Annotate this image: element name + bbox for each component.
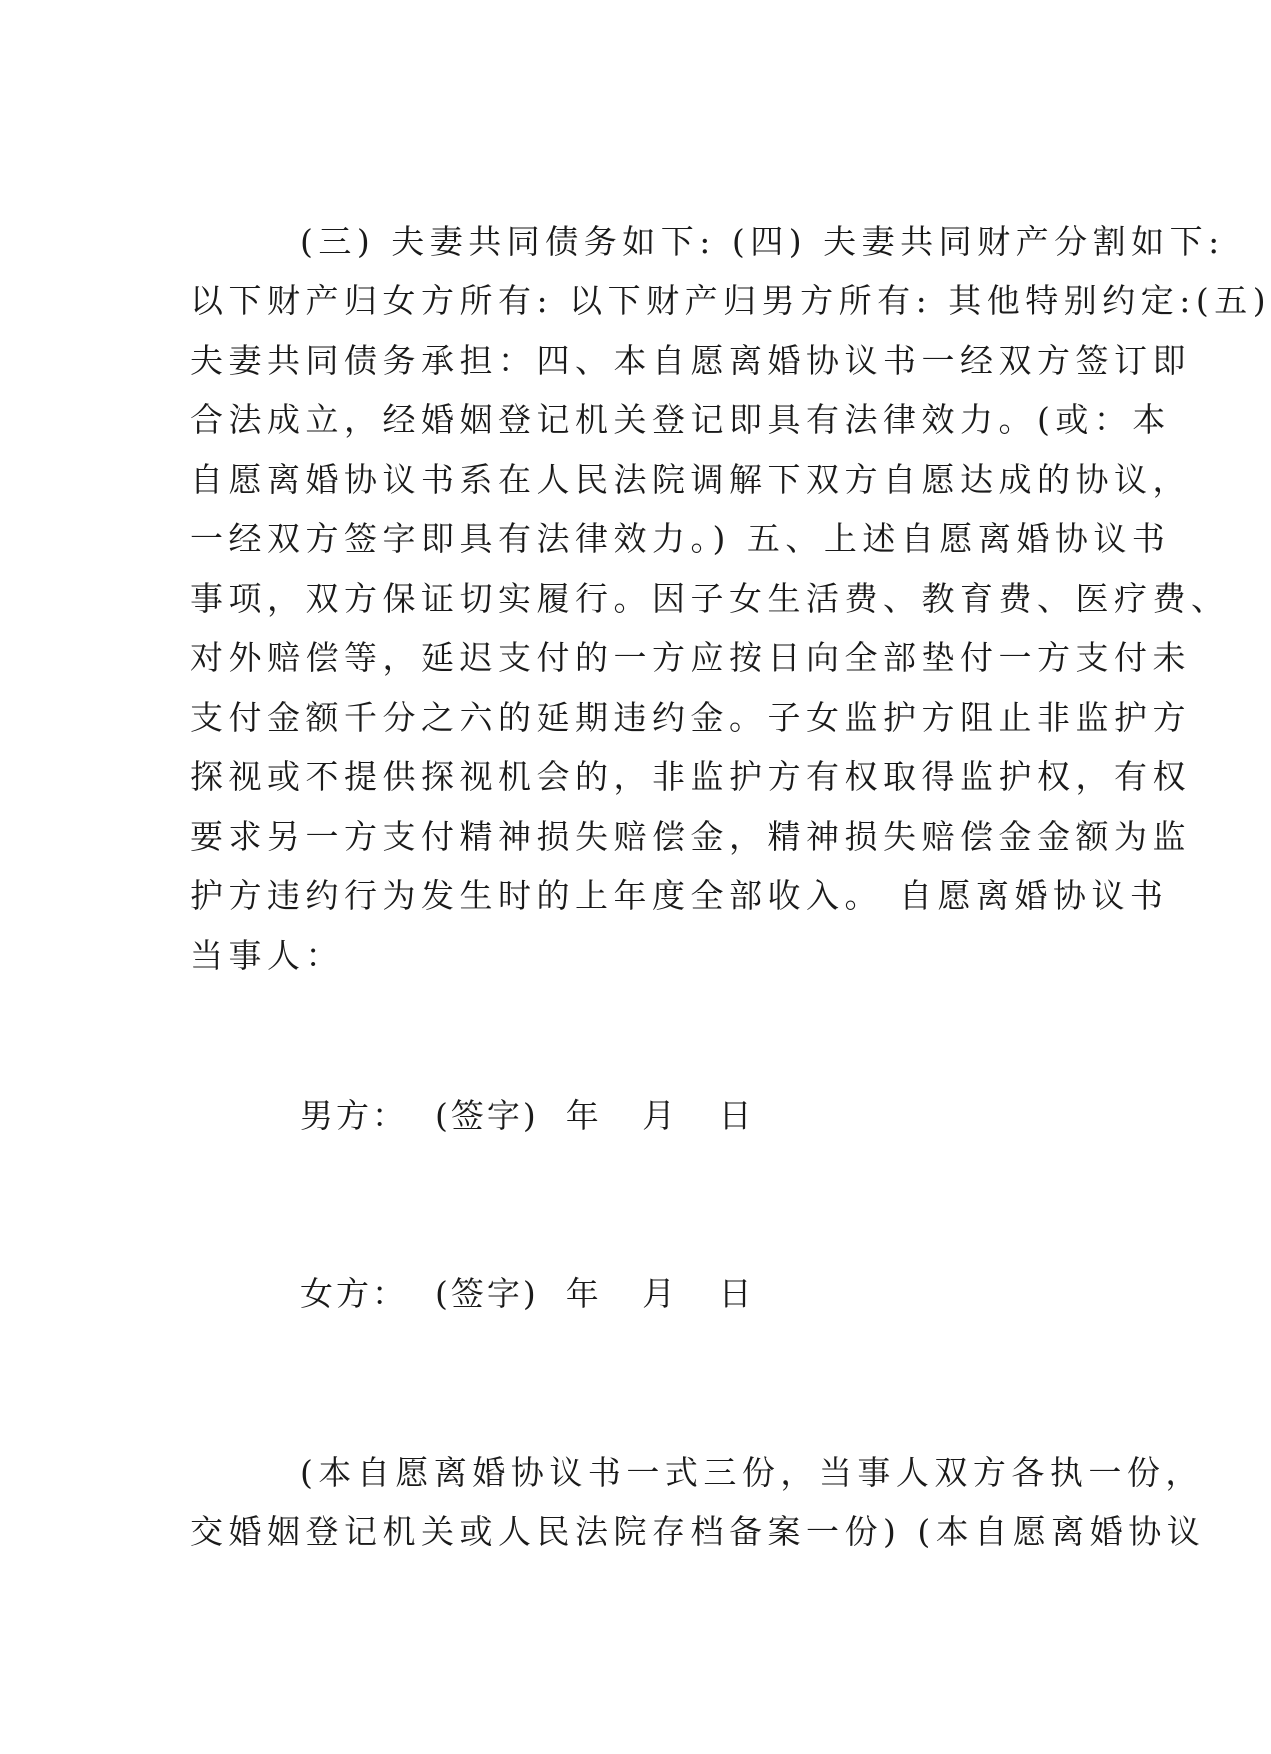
paragraph-1-line: 自愿离婚协议书系在人民法院调解下双方自愿达成的协议， <box>190 460 1191 499</box>
paragraph-2-line: (本自愿离婚协议书一式三份，当事人双方各执一份， <box>300 1453 1204 1492</box>
paragraph-1-line: 以下财产归女方所有: 以下财产归男方所有: 其他特别约定:(五) <box>190 281 1271 320</box>
paragraph-1-line: 当事人： <box>190 936 344 975</box>
paragraph-1-line: 护方违约行为发生时的上年度全部收入。 自愿离婚协议书 <box>190 876 1169 915</box>
paragraph-1-line: 事项，双方保证切实履行。因子女生活费、教育费、医疗费、 <box>190 579 1230 618</box>
male-signature-line: 男方： (签字) 年 月 日 <box>300 1096 755 1135</box>
paragraph-2-line: 交婚姻登记机关或人民法院存档备案一份) (本自愿离婚协议 <box>190 1512 1206 1551</box>
paragraph-1-line: 合法成立，经婚姻登记机关登记即具有法律效力。(或：本 <box>190 400 1171 439</box>
paragraph-1-line: 对外赔偿等，延迟支付的一方应按日向全部垫付一方支付未 <box>190 638 1191 677</box>
paragraph-1-line: 一经双方签字即具有法律效力。) 五、上述自愿离婚协议书 <box>190 519 1171 558</box>
paragraph-1-line: 支付金额千分之六的延期违约金。子女监护方阻止非监护方 <box>190 698 1191 737</box>
paragraph-1-line: (三) 夫妻共同债务如下: (四) 夫妻共同财产分割如下: <box>300 222 1225 261</box>
paragraph-1-line: 探视或不提供探视机会的，非监护方有权取得监护权，有权 <box>190 757 1191 796</box>
paragraph-1-line: 要求另一方支付精神损失赔偿金，精神损失赔偿金金额为监 <box>190 817 1191 856</box>
female-signature-line: 女方： (签字) 年 月 日 <box>300 1274 755 1313</box>
paragraph-1-line: 夫妻共同债务承担：四、本自愿离婚协议书一经双方签订即 <box>190 341 1191 380</box>
